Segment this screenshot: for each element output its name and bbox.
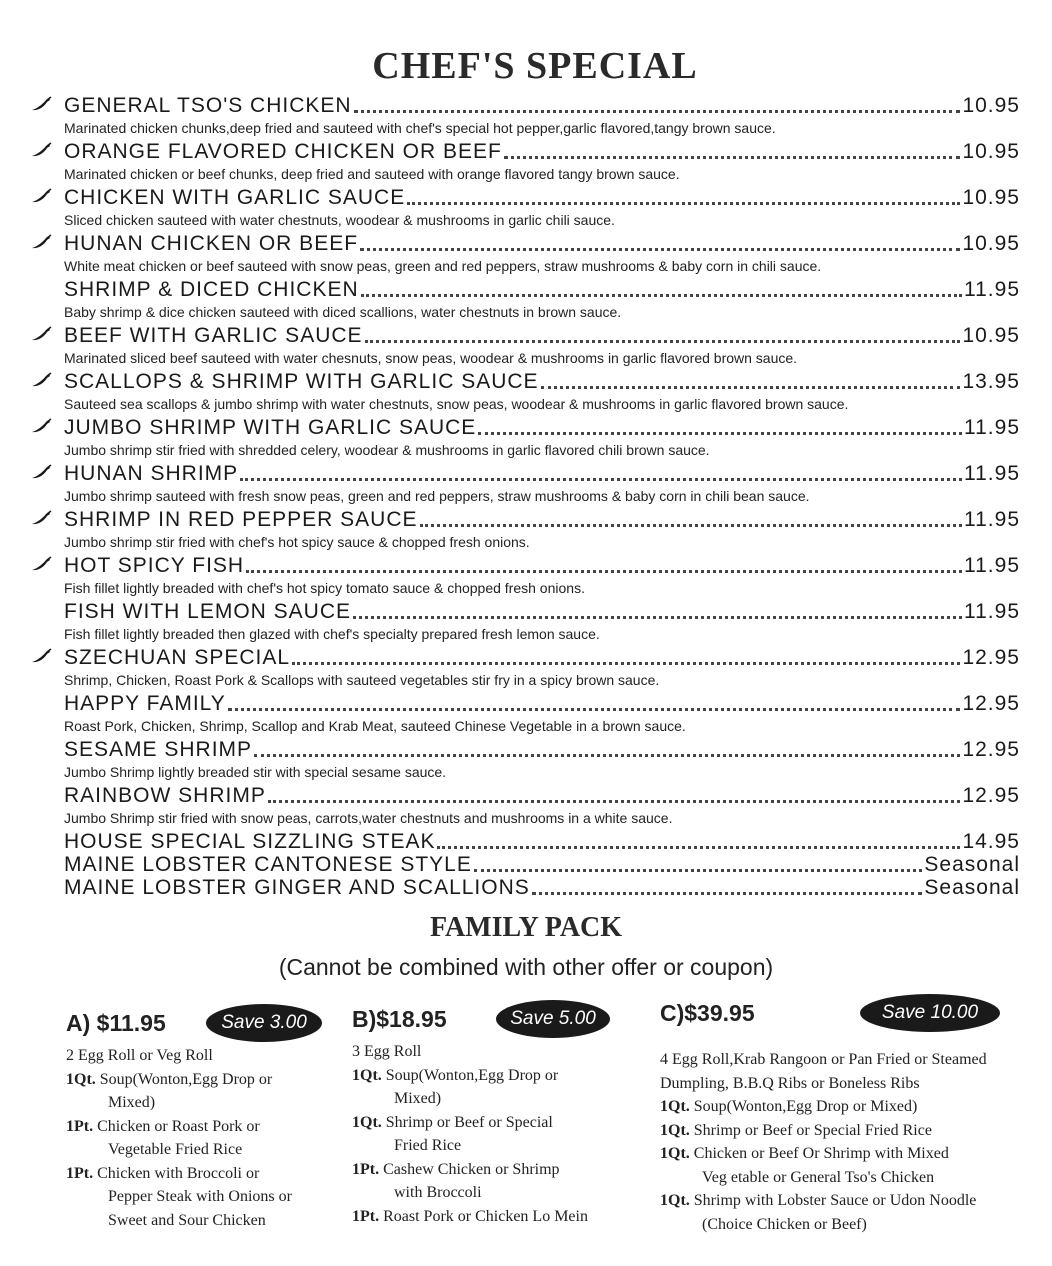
menu-item [30,596,1020,642]
pack-line-text: Cashew Chicken or Shrimp [383,1160,560,1178]
dot-leader [360,248,960,251]
dot-leader [254,754,960,757]
menu-item-line [64,230,1020,256]
menu-item [30,90,1020,136]
family-pack-a [66,1010,356,1240]
pack-line-text: Fried Rice [394,1137,462,1154]
menu-item-line [64,644,1020,670]
menu-item-price: 10.95 [962,94,1020,117]
dot-leader [504,156,961,159]
menu-item-description: Jumbo Shrimp stir fried with snow peas, carrots,water chestnuts and mushrooms in a white sauce. [64,810,673,826]
pack-line-text: Soup(Wonton,Egg Drop or [385,1066,559,1084]
menu-item-line [64,782,1020,808]
pack-line [660,1166,1040,1190]
menu-item-line [64,138,1020,164]
menu-item-price: 10.95 [962,140,1020,163]
pack-line [660,1072,1040,1096]
dot-leader [240,478,962,481]
menu-item-description: Marinated chicken chunks,deep fried and sauteed with chef's special hot pepper,garlic flavored,tangy brown sauce. [64,120,776,136]
menu-item [30,550,1020,596]
pack-line-text: Soup(Wonton,Egg Drop or [99,1070,273,1088]
pack-quantity: 1Qt. [660,1192,690,1209]
menu-item [30,458,1020,504]
pack-line [660,1213,1040,1237]
pack-line [660,1095,1040,1119]
pack-quantity: 1Pt. [352,1160,380,1178]
menu-item-line [64,414,1020,440]
menu-item-description: Roast Pork, Chicken, Shrimp, Scallop and Krab Meat, sauteed Chinese Vegetable in a brown sauce. [64,718,686,734]
family-pack-subtitle: (Cannot be combined with other offer or coupon) [278,954,774,980]
family-pack-c [660,1000,1040,1233]
menu-item-price: 10.95 [962,232,1020,255]
menu-item-line [64,322,1020,348]
menu-item-price: 10.95 [962,324,1020,347]
pack-quantity: 1Pt. [352,1207,380,1225]
menu-item [30,826,1020,853]
hot-pepper-icon [30,556,52,572]
pack-line [660,1119,1040,1143]
hot-pepper-icon [30,234,52,250]
menu-item-description: Fish fillet lightly breaded then glazed with chef's specialty prepared fresh lemon sauce. [64,626,600,642]
menu-item-line [64,874,1020,900]
menu-item-description: Fish fillet lightly breaded with chef's hot spicy tomato sauce & chopped fresh onions. [64,580,585,596]
pack-quantity: 1Qt. [352,1066,382,1084]
menu-item [30,688,1020,734]
menu-item-description: Marinated sliced beef sauteed with water chesnuts, snow peas, woodear & mushrooms in garlic flavored brown sauce. [64,350,798,366]
pack-line-text: Vegetable Fried Rice [108,1141,243,1158]
page-title: CHEF'S SPECIAL [372,45,698,87]
menu-item [30,849,1020,876]
menu-item [30,136,1020,182]
menu-item [30,182,1020,228]
menu-item-description: Sliced chicken sauteed with water chestnuts, woodear & mushrooms in garlic chili sauce. [64,212,615,228]
menu-item [30,504,1020,550]
menu-item-line [64,552,1020,578]
menu-item-name: HOT SPICY FISH [64,554,245,577]
pack-line-text: with Broccoli [394,1184,482,1201]
pack-line [660,1048,1040,1072]
menu-item-price: 11.95 [964,600,1020,623]
menu-item-name: SESAME SHRIMP [64,738,253,761]
menu-item-list [30,90,1020,899]
menu-item-line [64,184,1020,210]
menu-item-price: 12.95 [962,738,1020,761]
menu-item-line [64,460,1020,486]
menu-item-name: FISH WITH LEMON SAUCE [64,600,352,623]
menu-item-description: White meat chicken or beef sauteed with snow peas, green and red peppers, straw mushrooms & baby corn in chili sauce. [64,258,822,274]
menu-item-name: GENERAL TSO'S CHICKEN [64,94,352,117]
pack-price: B)$18.95 [352,1006,447,1032]
menu-item [30,274,1020,320]
pack-price: C)$39.95 [660,1000,755,1026]
menu-item [30,228,1020,274]
menu-item-description: Jumbo shrimp stir fried with shredded celery, woodear & mushrooms in garlic flavored chili brown sauce. [64,442,710,458]
dot-leader [478,432,962,435]
menu-item [30,734,1020,780]
pack-quantity: 1Qt. [660,1121,690,1139]
menu-item-description: Baby shrimp & dice chicken sauteed with diced scallions, water chestnuts in brown sauce. [64,304,622,320]
pack-quantity: 1Qt. [660,1098,690,1115]
hot-pepper-icon [30,510,52,526]
dot-leader [541,386,961,389]
menu-item-line [64,506,1020,532]
dot-leader [420,524,962,527]
menu-item-price: 11.95 [964,462,1020,485]
pack-line-text: 2 Egg Roll or Veg Roll [66,1047,213,1064]
pack-line-text: Pepper Steak with Onions or [108,1188,292,1205]
menu-item-name: MAINE LOBSTER CANTONESE STYLE [64,853,472,876]
menu-item-line [64,736,1020,762]
pack-quantity: 1Pt. [66,1164,94,1182]
menu-item-price: 10.95 [962,186,1020,209]
menu-item-name: SHRIMP IN RED PEPPER SAUCE [64,508,418,531]
menu-item-line [64,276,1020,302]
dot-leader [354,110,961,113]
pack-line-text: Chicken or Roast Pork or [97,1117,260,1135]
hot-pepper-icon [30,142,52,158]
family-pack-b [352,1006,652,1236]
pack-line-text: Mixed) [108,1094,156,1111]
pack-line-text: 3 Egg Roll [352,1043,422,1060]
menu-item [30,320,1020,366]
menu-item-name: CHICKEN WITH GARLIC SAUCE [64,186,406,209]
menu-item-description: Jumbo shrimp sauteed with fresh snow peas, green and red peppers, straw mushrooms & baby corn in chili bean sauce. [64,488,810,504]
pack-line-text: Dumpling, B.B.Q Ribs or Boneless Ribs [660,1074,920,1092]
hot-pepper-icon [30,372,52,388]
pack-line-text: Roast Pork or Chicken Lo Mein [383,1207,588,1225]
menu-item [30,642,1020,688]
menu-item-name: SZECHUAN SPECIAL [64,646,291,669]
hot-pepper-icon [30,96,52,112]
menu-item [30,366,1020,412]
hot-pepper-icon [30,418,52,434]
menu-item-price: 12.95 [962,784,1020,807]
menu-item-price: 14.95 [962,830,1020,853]
pack-quantity: 1Pt. [66,1117,94,1135]
menu-item-line [64,92,1020,118]
save-badge: Save 5.00 [496,1000,610,1038]
dot-leader [292,662,960,665]
menu-item-description: Marinated chicken or beef chunks, deep fried and sauteed with orange flavored tangy brown sauce. [64,166,680,182]
pack-line-text: Shrimp or Beef or Special Fried Rice [693,1121,932,1139]
pack-line-text: Shrimp with Lobster Sauce or Udon Noodle [693,1192,977,1209]
menu-item-price: 13.95 [962,370,1020,393]
dot-leader [361,294,962,297]
menu-item-line [64,690,1020,716]
pack-quantity: 1Qt. [660,1145,690,1162]
menu-item-name: SCALLOPS & SHRIMP WITH GARLIC SAUCE [64,370,539,393]
dot-leader [268,800,961,803]
pack-price: A) $11.95 [66,1010,166,1036]
menu-item-price: Seasonal [924,876,1020,899]
dot-leader [365,340,961,343]
menu-item-line [64,368,1020,394]
menu-item-description: Sauteed sea scallops & jumbo shrimp with water chestnuts, snow peas, woodear & mushrooms in garlic flavored brown sauce. [64,396,849,412]
pack-line [660,1189,1040,1213]
menu-item-price: 11.95 [964,278,1020,301]
pack-line [660,1142,1040,1166]
menu-item [30,872,1020,899]
hot-pepper-icon [30,326,52,342]
menu-item-line [64,598,1020,624]
menu-item-name: ORANGE FLAVORED CHICKEN OR BEEF [64,140,502,163]
family-pack-title: FAMILY PACK [429,912,623,943]
menu-item-name: HUNAN CHICKEN OR BEEF [64,232,359,255]
hot-pepper-icon [30,464,52,480]
dot-leader [532,892,923,895]
menu-item-price: 11.95 [964,508,1020,531]
pack-quantity: 1Qt. [66,1070,96,1088]
menu-item-name: HOUSE SPECIAL SIZZLING STEAK [64,830,436,853]
hot-pepper-icon [30,648,52,664]
dot-leader [246,570,962,573]
pack-line-text: Mixed) [394,1090,442,1107]
menu-item-name: HUNAN SHRIMP [64,462,239,485]
pack-quantity: 1Qt. [352,1113,382,1131]
menu-item-description: Shrimp, Chicken, Roast Pork & Scallops with sauteed vegetables stir fry in a spicy brown sauce. [64,672,660,688]
pack-line-text: Chicken or Beef Or Shrimp with Mixed [693,1145,949,1162]
menu-item-name: HAPPY FAMILY [64,692,226,715]
menu-item-price: 12.95 [962,646,1020,669]
dot-leader [353,616,962,619]
dot-leader [228,708,961,711]
menu-item [30,412,1020,458]
menu-item-price: 11.95 [964,416,1020,439]
menu-item-price: Seasonal [924,853,1020,876]
pack-line-text: Veg etable or General Tso's Chicken [702,1168,935,1186]
pack-line-text: Sweet and Sour Chicken [108,1211,266,1229]
menu-item-name: JUMBO SHRIMP WITH GARLIC SAUCE [64,416,477,439]
pack-line-text: Soup(Wonton,Egg Drop or Mixed) [693,1098,918,1115]
menu-item-name: SHRIMP & DICED CHICKEN [64,278,359,301]
menu-item [30,780,1020,826]
save-badge: Save 3.00 [206,1004,322,1042]
save-badge: Save 10.00 [860,994,1000,1032]
menu-item-price: 12.95 [962,692,1020,715]
menu-item-price: 11.95 [964,554,1020,577]
dot-leader [407,202,960,205]
menu-item-description: Jumbo Shrimp lightly breaded stir with special sesame sauce. [64,764,447,780]
pack-line-text: (Choice Chicken or Beef) [702,1215,867,1233]
hot-pepper-icon [30,188,52,204]
menu-item-name: RAINBOW SHRIMP [64,784,266,807]
pack-line-text: Chicken with Broccoli or [97,1164,260,1182]
pack-line-text: 4 Egg Roll,Krab Rangoon or Pan Fried or Steamed [660,1051,987,1068]
menu-item-name: MAINE LOBSTER GINGER AND SCALLIONS [64,876,530,899]
menu-item-description: Jumbo shrimp stir fried with chef's hot spicy sauce & chopped fresh onions. [64,534,530,550]
menu-item-name: BEEF WITH GARLIC SAUCE [64,324,363,347]
pack-line-text: Shrimp or Beef or Special [385,1113,553,1131]
